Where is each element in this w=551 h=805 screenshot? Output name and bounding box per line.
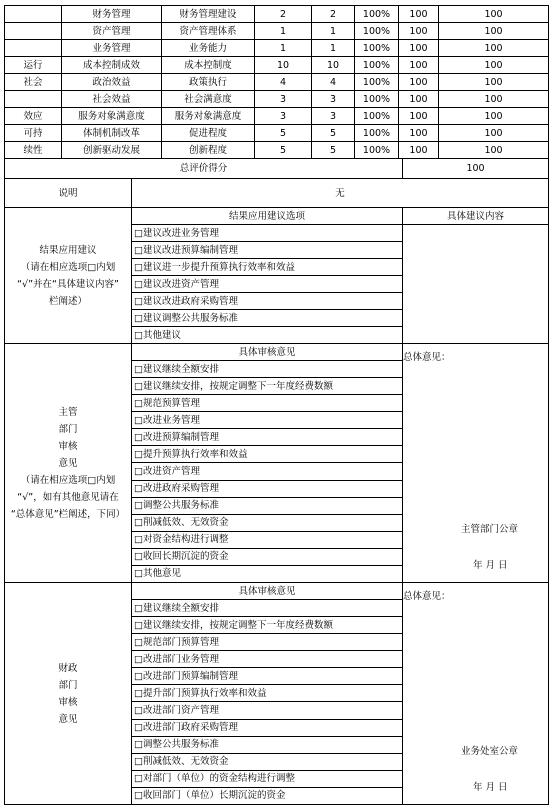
score-row xyxy=(5,6,549,23)
dept-overall-area[interactable] xyxy=(403,344,549,583)
score-cell-l2: 促进程度 xyxy=(162,125,255,142)
score-cell-w: 1 xyxy=(255,40,312,57)
dept-label-line: 主管 xyxy=(58,406,78,418)
score-cell-l1: 政治效益 xyxy=(62,74,162,91)
result-content-header: 具体建议内容 xyxy=(403,208,549,225)
score-cell-p: 100% xyxy=(355,57,399,74)
dept-options-header: 具体审核意见 xyxy=(132,344,403,361)
score-cell-l2: 业务能力 xyxy=(162,40,255,57)
score-cell-l1: 创新驱动发展 xyxy=(62,142,162,159)
score-cell-w: 2 xyxy=(255,6,312,23)
score-cell-s: 5 xyxy=(312,125,355,142)
score-cell-p: 100% xyxy=(355,142,399,159)
score-cell-a: 100 xyxy=(399,74,439,91)
fin-label-line: 财政 xyxy=(58,662,78,674)
result-label-line: “√”并在“具体建议内容” xyxy=(17,278,119,290)
score-cell-l1: 社会效益 xyxy=(62,91,162,108)
dept-option[interactable]: □改进业务管理 xyxy=(132,412,403,429)
dept-label-line: 审核 xyxy=(58,440,78,452)
score-cell-l1: 资产管理 xyxy=(62,23,162,40)
score-cell-group: 社会 xyxy=(5,74,62,91)
score-cell-group xyxy=(5,40,62,57)
fin-option[interactable]: □改进部门资产管理 xyxy=(132,702,403,719)
score-cell-w: 1 xyxy=(255,23,312,40)
note-label: 说明 xyxy=(5,179,132,208)
fin-date-label: 年 月 日 xyxy=(473,782,508,793)
score-row xyxy=(5,125,549,142)
result-option[interactable]: □建议进一步提升预算执行效率和效益 xyxy=(132,259,403,276)
result-label xyxy=(5,208,132,344)
score-cell-s: 2 xyxy=(312,6,355,23)
score-cell-p: 100% xyxy=(355,125,399,142)
score-row xyxy=(5,108,549,125)
review-table xyxy=(4,158,549,805)
score-cell-b: 100 xyxy=(439,6,549,23)
result-option[interactable]: □其他建议 xyxy=(132,327,403,344)
score-row xyxy=(5,57,549,74)
fin-option[interactable]: □提升部门预算执行效率和效益 xyxy=(132,685,403,702)
score-cell-w: 5 xyxy=(255,142,312,159)
total-score-value: 100 xyxy=(403,159,549,179)
result-option[interactable]: □建议改进业务管理 xyxy=(132,225,403,242)
score-cell-s: 4 xyxy=(312,74,355,91)
fin-option[interactable]: □建议继续全额安排 xyxy=(132,600,403,617)
fin-option[interactable]: □对部门（单位）的资金结构进行调整 xyxy=(132,770,403,787)
score-cell-a: 100 xyxy=(399,6,439,23)
score-cell-s: 3 xyxy=(312,91,355,108)
score-cell-l1: 成本控制成效 xyxy=(62,57,162,74)
score-cell-b: 100 xyxy=(439,108,549,125)
score-cell-p: 100% xyxy=(355,74,399,91)
dept-option[interactable]: □改进政府采购管理 xyxy=(132,480,403,497)
fin-label-line: 审核 xyxy=(58,696,78,708)
result-options-header: 结果应用建议选项 xyxy=(132,208,403,225)
score-cell-w: 3 xyxy=(255,91,312,108)
result-option[interactable]: □建议改进政府采购管理 xyxy=(132,293,403,310)
dept-label-line: （请在相应选项□内划 xyxy=(20,474,116,486)
result-label-line: 栏阐述） xyxy=(48,295,87,307)
dept-label-line: 部门 xyxy=(58,423,78,435)
score-cell-group: 可持 xyxy=(5,125,62,142)
dept-label xyxy=(5,344,132,583)
score-cell-s: 1 xyxy=(312,23,355,40)
fin-label-line: 意见 xyxy=(58,713,78,725)
score-cell-b: 100 xyxy=(439,23,549,40)
score-cell-l2: 政策执行 xyxy=(162,74,255,91)
score-cell-l2: 创新程度 xyxy=(162,142,255,159)
score-cell-b: 100 xyxy=(439,142,549,159)
fin-label xyxy=(5,583,132,805)
fin-overall-area[interactable] xyxy=(403,583,549,805)
score-cell-l1: 业务管理 xyxy=(62,40,162,57)
score-row xyxy=(5,23,549,40)
score-cell-group: 运行 xyxy=(5,57,62,74)
score-cell-p: 100% xyxy=(355,40,399,57)
score-row xyxy=(5,142,549,159)
total-score-label: 总评价得分 xyxy=(5,159,403,179)
score-cell-b: 100 xyxy=(439,57,549,74)
score-cell-b: 100 xyxy=(439,125,549,142)
score-row xyxy=(5,74,549,91)
dept-overall-label: 总体意见： xyxy=(403,352,451,363)
dept-label-line: 意见 xyxy=(58,457,78,469)
score-cell-w: 10 xyxy=(255,57,312,74)
score-cell-p: 100% xyxy=(355,108,399,125)
score-cell-w: 4 xyxy=(255,74,312,91)
note-value: 无 xyxy=(132,179,549,208)
result-option[interactable]: □建议改进资产管理 xyxy=(132,276,403,293)
result-option[interactable]: □建议调整公共服务标准 xyxy=(132,310,403,327)
dept-option[interactable]: □调整公共服务标准 xyxy=(132,497,403,514)
dept-option[interactable]: □建议继续全额安排 xyxy=(132,361,403,378)
score-cell-w: 5 xyxy=(255,125,312,142)
score-cell-a: 100 xyxy=(399,125,439,142)
fin-option[interactable]: □调整公共服务标准 xyxy=(132,736,403,753)
dept-option[interactable]: □规范预算管理 xyxy=(132,395,403,412)
dept-label-line: “√”，如有其他意见请在 xyxy=(17,491,119,503)
score-cell-group xyxy=(5,6,62,23)
dept-option[interactable]: □削减低效、无效资金 xyxy=(132,514,403,531)
score-cell-group: 续性 xyxy=(5,142,62,159)
dept-date-label: 年 月 日 xyxy=(473,560,508,571)
score-cell-l1: 体制机制改革 xyxy=(62,125,162,142)
score-cell-p: 100% xyxy=(355,91,399,108)
score-row xyxy=(5,91,549,108)
dept-option[interactable]: □改进预算编制管理 xyxy=(132,429,403,446)
score-cell-a: 100 xyxy=(399,142,439,159)
result-label-line: 结果应用建议 xyxy=(39,244,97,256)
score-cell-a: 100 xyxy=(399,57,439,74)
score-cell-a: 100 xyxy=(399,23,439,40)
score-cell-l2: 社会满意度 xyxy=(162,91,255,108)
score-cell-group xyxy=(5,23,62,40)
score-cell-l2: 成本控制度 xyxy=(162,57,255,74)
score-cell-a: 100 xyxy=(399,91,439,108)
fin-seal-label: 业务处室公章 xyxy=(461,746,519,757)
dept-label-line: “总体意见”栏阐述，下同） xyxy=(10,508,126,520)
score-table xyxy=(4,5,549,159)
score-cell-s: 10 xyxy=(312,57,355,74)
dept-seal-label: 主管部门公章 xyxy=(461,524,519,535)
result-label-line: （请在相应选项□内划 xyxy=(20,261,116,273)
fin-option[interactable]: □改进部门业务管理 xyxy=(132,651,403,668)
score-cell-p: 100% xyxy=(355,23,399,40)
result-option[interactable]: □建议改进预算编制管理 xyxy=(132,242,403,259)
fin-option[interactable]: □建议继续安排，按规定调整下一年度经费数额 xyxy=(132,617,403,634)
fin-option[interactable]: □改进部门政府采购管理 xyxy=(132,719,403,736)
fin-options-header: 具体审核意见 xyxy=(132,583,403,600)
fin-overall-label: 总体意见： xyxy=(403,591,451,602)
fin-option[interactable]: □削减低效、无效资金 xyxy=(132,753,403,770)
score-cell-s: 5 xyxy=(312,142,355,159)
score-cell-group xyxy=(5,91,62,108)
score-cell-p: 100% xyxy=(355,6,399,23)
score-cell-s: 3 xyxy=(312,108,355,125)
score-cell-l2: 服务对象满意度 xyxy=(162,108,255,125)
score-cell-group: 效应 xyxy=(5,108,62,125)
result-content-area[interactable] xyxy=(403,225,549,344)
score-cell-a: 100 xyxy=(399,108,439,125)
score-cell-w: 3 xyxy=(255,108,312,125)
score-cell-b: 100 xyxy=(439,40,549,57)
fin-label-line: 部门 xyxy=(58,679,78,691)
score-cell-s: 1 xyxy=(312,40,355,57)
dept-option[interactable]: □建议继续安排，按规定调整下一年度经费数额 xyxy=(132,378,403,395)
dept-option[interactable]: □改进资产管理 xyxy=(132,463,403,480)
fin-option[interactable]: □规范部门预算管理 xyxy=(132,634,403,651)
score-cell-l1: 财务管理 xyxy=(62,6,162,23)
score-cell-l2: 资产管理体系 xyxy=(162,23,255,40)
dept-option[interactable]: □对资金结构进行调整 xyxy=(132,531,403,548)
score-cell-l1: 服务对象满意度 xyxy=(62,108,162,125)
fin-option[interactable]: □收回部门（单位）长期沉淀的资金 xyxy=(132,787,403,804)
score-cell-l2: 财务管理建设 xyxy=(162,6,255,23)
score-row xyxy=(5,40,549,57)
dept-option[interactable]: □提升预算执行效率和效益 xyxy=(132,446,403,463)
score-cell-b: 100 xyxy=(439,74,549,91)
dept-option[interactable]: □其他意见 xyxy=(132,565,403,582)
dept-option[interactable]: □收回长期沉淀的资金 xyxy=(132,548,403,565)
score-cell-b: 100 xyxy=(439,91,549,108)
score-cell-a: 100 xyxy=(399,40,439,57)
fin-option[interactable]: □改进部门预算编制管理 xyxy=(132,668,403,685)
